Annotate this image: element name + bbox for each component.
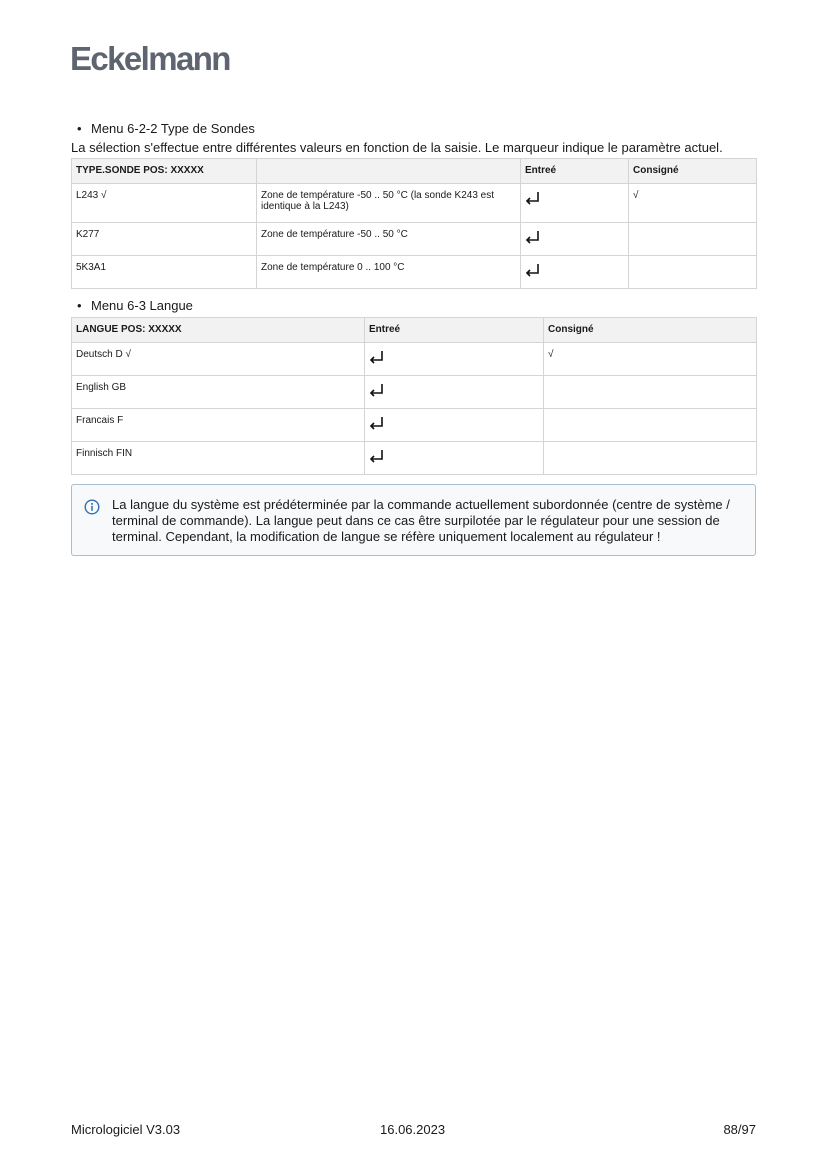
entree-cell xyxy=(365,442,544,475)
note-text: La langue du système est prédéterminée par la commande actuellement subordonnée (centre de système / terminal de commande). La langue peut dans ce cas être surpilotée par le régulateur pour une session de terminal. Cependant, la modification de langue se réfère uniquement localement au régulateur ! xyxy=(112,497,730,544)
consigne-cell: √ xyxy=(629,184,757,223)
enter-key-icon xyxy=(369,383,385,397)
footer-firmware-version: Micrologiciel V3.03 xyxy=(71,1122,181,1137)
langue-name: Francais F xyxy=(72,409,365,442)
consigne-cell xyxy=(544,409,757,442)
consigne-cell: √ xyxy=(544,343,757,376)
column-header: Entreé xyxy=(521,159,629,184)
sonde-description: Zone de température -50 .. 50 °C xyxy=(257,223,521,256)
enter-key-icon xyxy=(369,416,385,430)
entree-cell xyxy=(365,376,544,409)
bullet-text: Menu 6-3 Langue xyxy=(91,298,193,313)
column-header: LANGUE POS: XXXXX xyxy=(72,318,365,343)
section-bullet-langue: • Menu 6-3 Langue xyxy=(77,298,193,313)
sonde-description: Zone de température 0 .. 100 °C xyxy=(257,256,521,289)
entree-cell xyxy=(365,409,544,442)
enter-key-icon xyxy=(525,263,541,277)
table-row xyxy=(72,442,757,475)
info-icon xyxy=(84,499,100,515)
table-row xyxy=(72,343,757,376)
table-header-row xyxy=(72,159,757,184)
table-header-row xyxy=(72,318,757,343)
consigne-cell xyxy=(544,376,757,409)
langue-name: English GB xyxy=(72,376,365,409)
enter-key-icon xyxy=(525,230,541,244)
table-row xyxy=(72,184,757,223)
table-row xyxy=(72,376,757,409)
langue-name: Finnisch FIN xyxy=(72,442,365,475)
bullet-text: Menu 6-2-2 Type de Sondes xyxy=(91,121,255,136)
footer-date: 16.06.2023 xyxy=(380,1122,446,1137)
entree-cell xyxy=(521,184,629,223)
entree-cell xyxy=(521,256,629,289)
column-header: Entreé xyxy=(365,318,544,343)
column-header: Consigné xyxy=(629,159,757,184)
section-description: La sélection s'effectue entre différentes valeurs en fonction de la saisie. Le marqueur indique le paramètre actuel. xyxy=(71,140,723,155)
langue-table xyxy=(71,317,757,475)
column-header xyxy=(257,159,521,184)
entree-cell xyxy=(365,343,544,376)
enter-key-icon xyxy=(369,350,385,364)
sonde-name: L243 √ xyxy=(72,184,257,223)
enter-key-icon xyxy=(369,449,385,463)
section-bullet-sondes: • Menu 6-2-2 Type de Sondes xyxy=(77,121,255,136)
sonde-description: Zone de température -50 .. 50 °C (la sonde K243 est identique à la L243) xyxy=(257,184,521,223)
column-header: Consigné xyxy=(544,318,757,343)
entree-cell xyxy=(521,223,629,256)
sonde-type-table xyxy=(71,158,757,289)
table-row xyxy=(72,223,757,256)
sonde-name: K277 xyxy=(72,223,257,256)
table-row xyxy=(72,256,757,289)
consigne-cell xyxy=(629,256,757,289)
sonde-name: 5K3A1 xyxy=(72,256,257,289)
consigne-cell xyxy=(629,223,757,256)
page-content xyxy=(71,121,756,556)
enter-key-icon xyxy=(525,191,541,205)
consigne-cell xyxy=(544,442,757,475)
langue-name: Deutsch D √ xyxy=(72,343,365,376)
footer-page-number: 88/97 xyxy=(723,1122,756,1137)
info-note xyxy=(71,484,756,556)
eckelmann-logo: Eckelmann xyxy=(70,40,230,77)
table-row xyxy=(72,409,757,442)
column-header: TYPE.SONDE POS: XXXXX xyxy=(72,159,257,184)
